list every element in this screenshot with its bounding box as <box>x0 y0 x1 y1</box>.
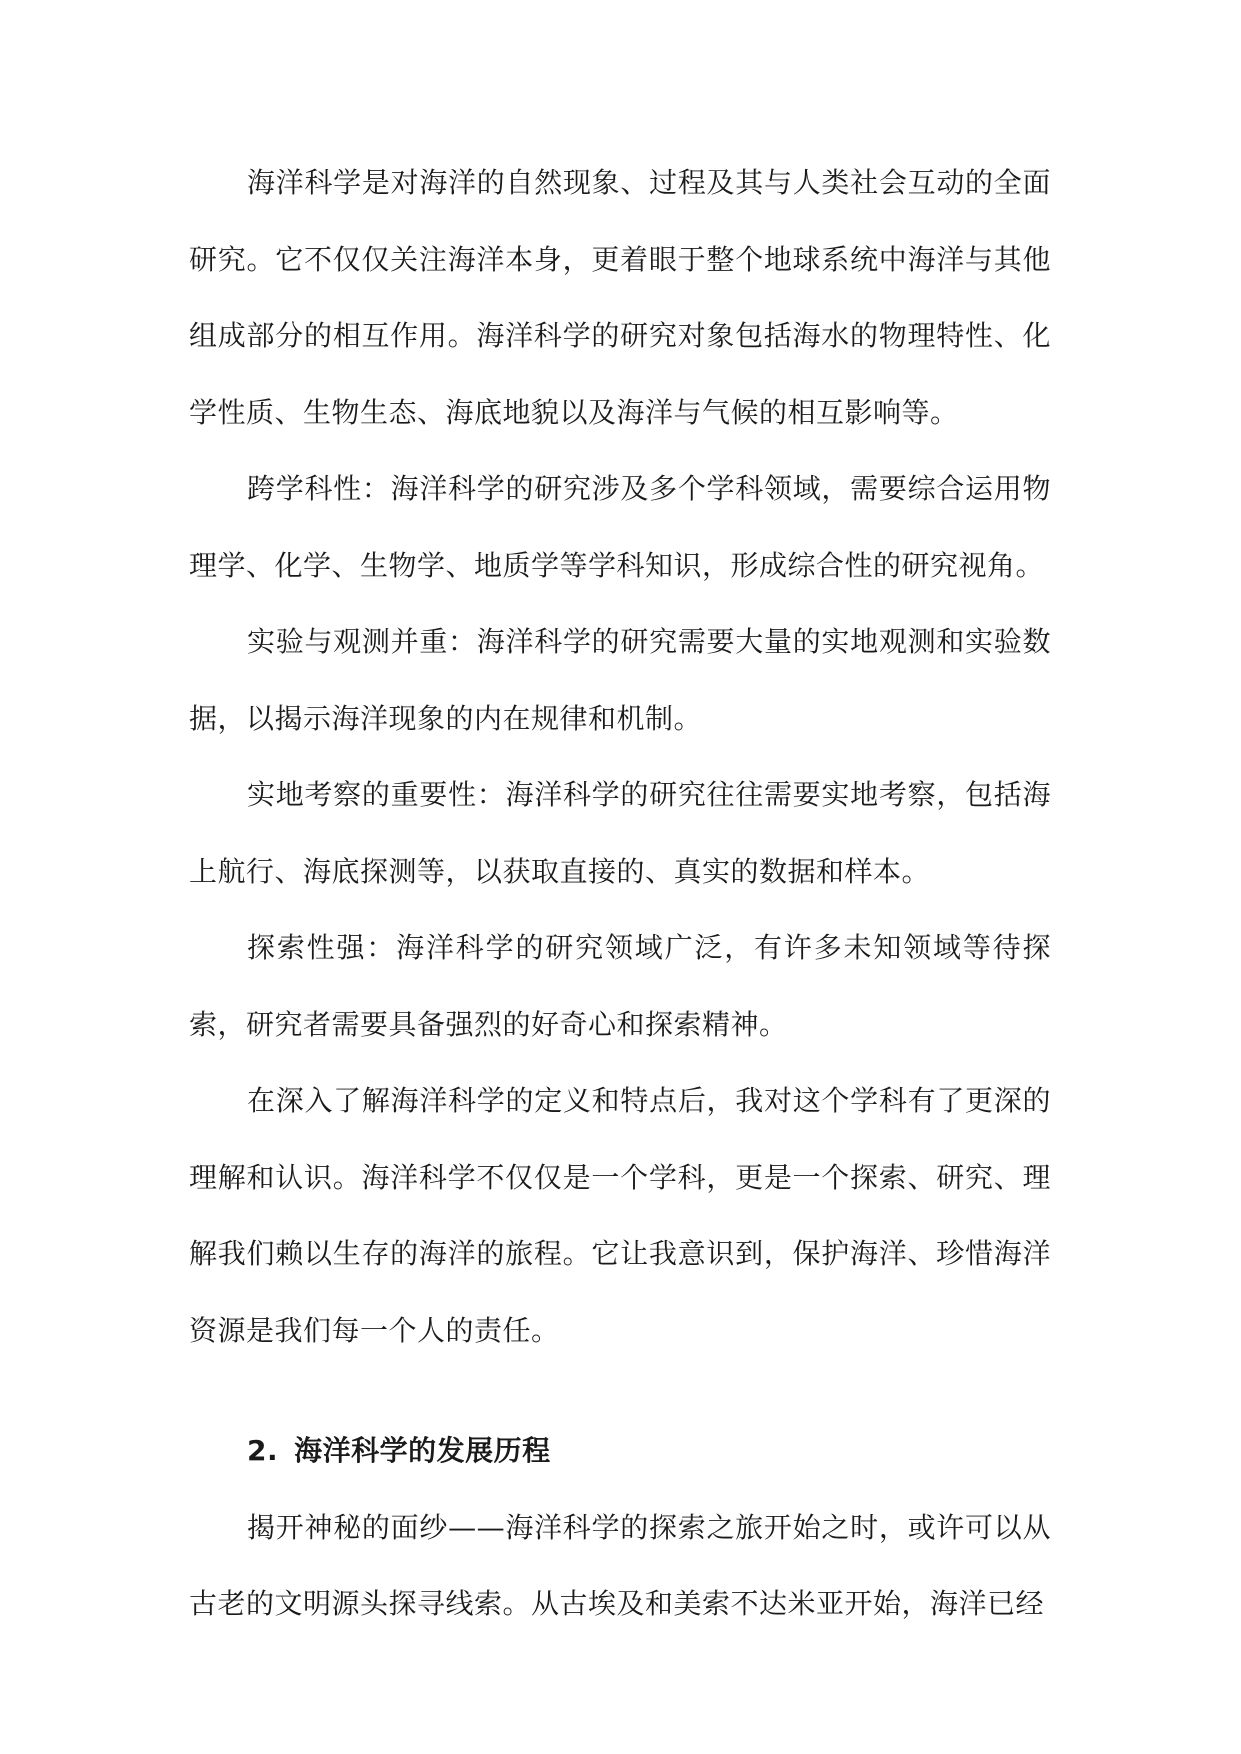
body-paragraph: 实地考察的重要性：海洋科学的研究往往需要实地考察，包括海上航行、海底探测等，以获取直接的、真实的数据和样本。 <box>189 778 1051 888</box>
body-paragraph: 探索性强：海洋科学的研究领域广泛，有许多未知领域等待探索，研究者需要具备强烈的好奇心和探索精神。 <box>189 931 1051 1041</box>
body-paragraph: 在深入了解海洋科学的定义和特点后，我对这个学科有了更深的理解和认识。海洋科学不仅仅是一个学科，更是一个探索、研究、理解我们赖以生存的海洋的旅程。它让我意识到，保护海洋、珍惜海洋资源是我们每一个人的责任。 <box>189 1084 1051 1347</box>
body-paragraph: 实验与观测并重：海洋科学的研究需要大量的实地观测和实验数据，以揭示海洋现象的内在规律和机制。 <box>189 625 1051 735</box>
section-title: 海洋科学的发展历程 <box>294 1434 551 1467</box>
document-body <box>189 145 1051 1643</box>
section-number: 2. <box>247 1434 279 1467</box>
body-paragraph: 海洋科学是对海洋的自然现象、过程及其与人类社会互动的全面研究。它不仅仅关注海洋本身，更着眼于整个地球系统中海洋与其他组成部分的相互作用。海洋科学的研究对象包括海水的物理特性、化学性质、生物生态、海底地貌以及海洋与气候的相互影响等。 <box>189 166 1051 429</box>
section-heading <box>189 1413 1051 1490</box>
body-paragraph: 揭开神秘的面纱——海洋科学的探索之旅开始之时，或许可以从古老的文明源头探寻线索。从古埃及和美索不达米亚开始，海洋已经 <box>189 1510 1051 1620</box>
body-paragraph: 跨学科性：海洋科学的研究涉及多个学科领域，需要综合运用物理学、化学、生物学、地质学等学科知识，形成综合性的研究视角。 <box>189 472 1051 582</box>
